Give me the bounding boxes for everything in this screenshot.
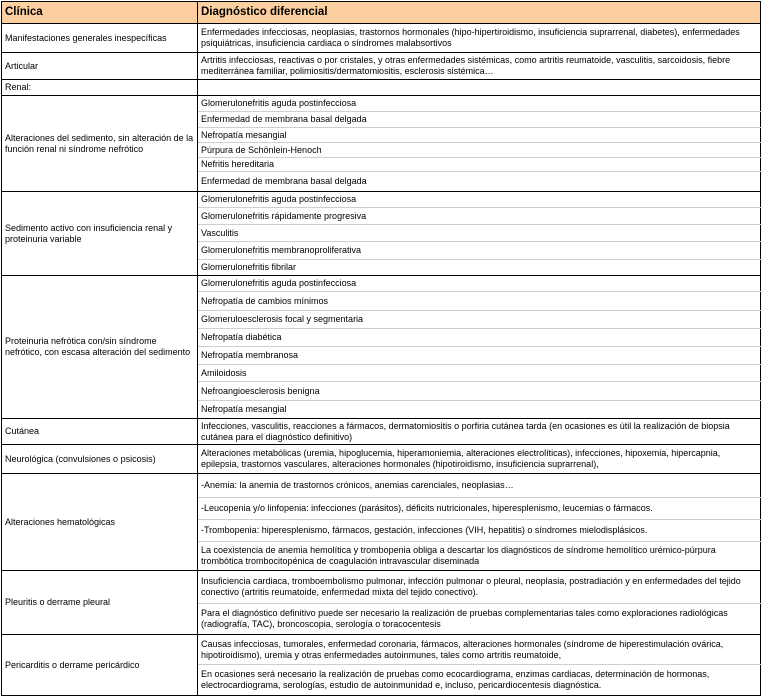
diagnostico-item: Insuficiencia cardiaca, tromboembolismo pulmonar, infección pulmonar o pleural, neoplasia, postradiación y en enfermedades del tejido conectivo (artritis reumatoide, enfermedad mixta del tejido conectivo). xyxy=(198,571,761,604)
diagnostico-item: -Leucopenia y/o linfopenia: infecciones (parásitos), déficits nutricionales, hiperesplenismo, leucemias o fármacos. xyxy=(198,498,761,520)
header-diagnostico: Diagnóstico diferencial xyxy=(198,2,761,24)
diagnostico-item: Nefropatía mesangial xyxy=(198,401,761,419)
diagnostico-item: Glomerulonefritis fibrilar xyxy=(198,260,761,276)
diagnostico-item: Glomeruloesclerosis focal y segmentaria xyxy=(198,311,761,329)
diagnostico-cell: Enfermedades infecciosas, neoplasias, trastornos hormonales (hipo-hipertiroidismo, insuficiencia suprarrenal, diabetes), enfermedades psiquiátricas, insuficiencia cardiaca o síndromes malabsortivos xyxy=(198,24,761,53)
differential-diagnosis-table xyxy=(1,1,761,696)
clinica-cell: Sedimento activo con insuficiencia renal y proteinuria variable xyxy=(2,192,198,276)
diagnostico-item: Nefropatía mesangial xyxy=(198,128,761,143)
clinica-cell: Pleuritis o derrame pleural xyxy=(2,571,198,635)
diagnostico-cell: Artritis infecciosas, reactivas o por cristales, y otras enfermedades sistémicas, como artritis reumatoide, vasculitis, sarcoidosis, fiebre mediterránea familiar, polimiositis/dermatomiositis, esclerosis sistémica… xyxy=(198,53,761,80)
diagnostico-item: Nefritis hereditaria xyxy=(198,158,761,172)
diagnostico-cell xyxy=(198,80,761,96)
diagnostico-item: Glomerulonefritis aguda postinfecciosa xyxy=(198,96,761,112)
table-row xyxy=(2,571,761,604)
diagnostico-item: Glomerulonefritis membranoproliferativa xyxy=(198,242,761,260)
diagnostico-item: Nefropatía diabética xyxy=(198,329,761,347)
header-clinica: Clínica xyxy=(2,2,198,24)
clinica-cell: Articular xyxy=(2,53,198,80)
clinica-cell: Alteraciones del sedimento, sin alteración de la función renal ni síndrome nefrótico xyxy=(2,96,198,192)
table-row xyxy=(2,419,761,445)
clinica-cell: Neurológica (convulsiones o psicosis) xyxy=(2,445,198,474)
diagnostico-item: Causas infecciosas, tumorales, enfermedad coronaria, fármacos, alteraciones hormonales (síndrome de hiperestimulación ovárica, hipotiroidismo), uremia y otras enfermedades autoinmunes, tales como artritis reumatoide, xyxy=(198,635,761,665)
clinica-cell: Renal: xyxy=(2,80,198,96)
diagnostico-item: Glomerulonefritis aguda postinfecciosa xyxy=(198,192,761,208)
diagnostico-item: Glomerulonefritis rápidamente progresiva xyxy=(198,208,761,225)
diagnostico-item: Amiloidosis xyxy=(198,365,761,382)
table-row xyxy=(2,192,761,208)
diagnostico-item: Enfermedad de membrana basal delgada xyxy=(198,172,761,192)
table-row xyxy=(2,635,761,665)
table-row xyxy=(2,24,761,53)
clinica-cell: Manifestaciones generales inespecíficas xyxy=(2,24,198,53)
diagnostico-cell: Alteraciones metabólicas (uremia, hipoglucemia, hiperamoniemia, alteraciones electrolíticas), infecciones, hipoxemia, hipercapnia, epilepsia, trastornos vasculares, alteraciones hormonales (hipotiroidismo, insuficiencia suprarrenal), xyxy=(198,445,761,474)
diagnostico-item: Para el diagnóstico definitivo puede ser necesario la realización de pruebas complementarias tales como exploraciones radiológicas (radiografía, TAC), broncoscopia, serología o toracocentesis xyxy=(198,604,761,635)
clinica-cell: Pericarditis o derrame pericárdico xyxy=(2,635,198,696)
diagnostico-item: Vasculitis xyxy=(198,225,761,242)
clinica-cell: Cutánea xyxy=(2,419,198,445)
diagnostico-item: En ocasiones será necesario la realización de pruebas como ecocardiograma, enzimas cardiacas, determinación de hormonas, electrocardiograma, serologías, estudio de autoinmunidad e, incluso, pericardiocentesis diagnóstica. xyxy=(198,665,761,696)
diagnostico-item: Nefropatía de cambios mínimos xyxy=(198,292,761,311)
header-row xyxy=(2,2,761,24)
table-row xyxy=(2,53,761,80)
diagnostico-item: Enfermedad de membrana basal delgada xyxy=(198,112,761,128)
clinica-cell: Proteinuria nefrótica con/sin síndrome nefrótico, con escasa alteración del sedimento xyxy=(2,276,198,419)
table-row xyxy=(2,80,761,96)
table-row xyxy=(2,474,761,498)
diagnostico-item: Nefropatía membranosa xyxy=(198,347,761,365)
table-row xyxy=(2,445,761,474)
clinica-cell: Alteraciones hematológicas xyxy=(2,474,198,571)
diagnostico-item: Púrpura de Schönlein-Henoch xyxy=(198,143,761,158)
diagnostico-cell: Infecciones, vasculitis, reacciones a fármacos, dermatomiositis o porfiria cutánea tarda (en ocasiones es útil la realización de biopsia cutánea para el diagnóstico definitivo) xyxy=(198,419,761,445)
diagnostico-item: La coexistencia de anemia hemolítica y trombopenia obliga a descartar los diagnósticos de síndrome hemolítico urémico-púrpura trombótica trombocitopénica de coagulación intravascular diseminada xyxy=(198,542,761,571)
table-row xyxy=(2,276,761,292)
diagnostico-item: -Anemia: la anemia de trastornos crónicos, anemias carenciales, neoplasias… xyxy=(198,474,761,498)
table-row xyxy=(2,96,761,112)
diagnostico-item: Glomerulonefritis aguda postinfecciosa xyxy=(198,276,761,292)
diagnostico-item: Nefroangioesclerosis benigna xyxy=(198,382,761,401)
diagnostico-item: -Trombopenia: hiperesplenismo, fármacos, gestación, infecciones (VIH, hepatitis) o síndromes mielodisplásicos. xyxy=(198,520,761,542)
